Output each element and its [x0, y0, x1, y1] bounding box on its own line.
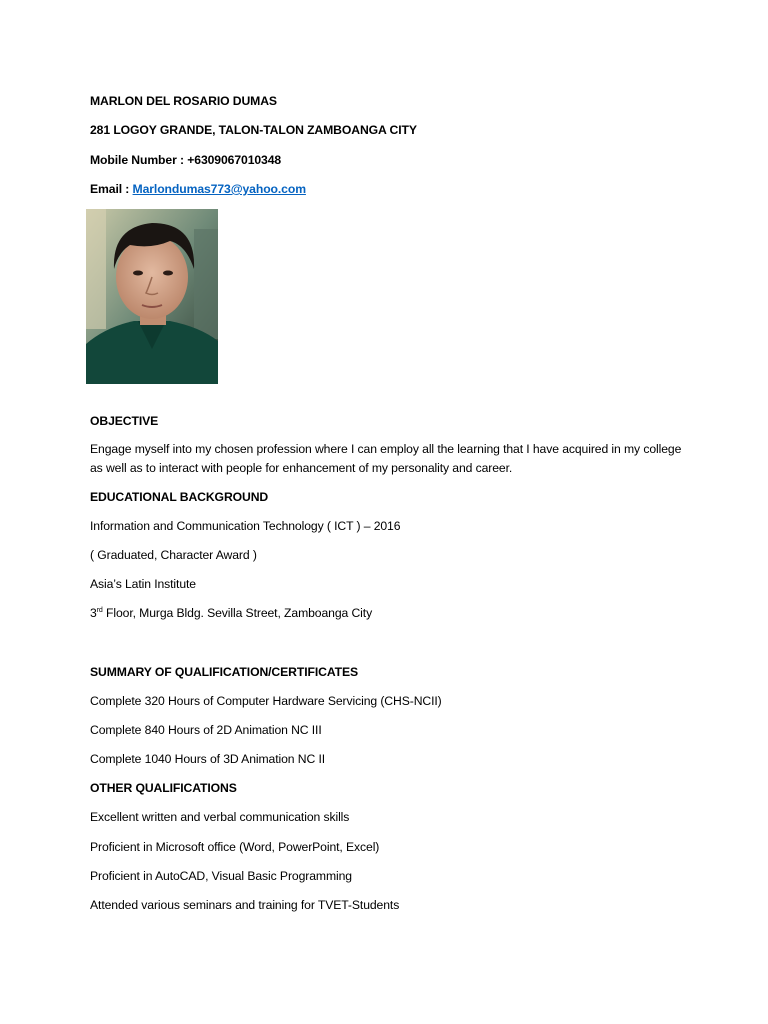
mobile-number: Mobile Number : +6309067010348 [90, 153, 282, 167]
education-course: Information and Communication Technology ( ICT ) – 2016 [90, 519, 401, 533]
other-qualification-item: Excellent written and verbal communication skills [90, 810, 350, 824]
school-address-rest: Floor, Murga Bldg. Sevilla Street, Zamboanga City [102, 606, 373, 620]
education-school: Asia’s Latin Institute [90, 577, 196, 591]
objective-text: Engage myself into my chosen profession where I can employ all the learning that I have acquired in my college as well as to interact with people for enhancement of my personality and career. [90, 442, 682, 475]
email-label: Email : [90, 182, 133, 196]
other-qualification-item: Proficient in AutoCAD, Visual Basic Programming [90, 869, 352, 883]
education-heading: EDUCATIONAL BACKGROUND [90, 490, 269, 504]
portrait-photo-icon [86, 209, 218, 384]
email-link[interactable]: Marlondumas773@yahoo.com [132, 182, 306, 196]
applicant-address: 281 LOGOY GRANDE, TALON-TALON ZAMBOANGA CITY [90, 123, 417, 137]
qualification-item: Complete 320 Hours of Computer Hardware Servicing (CHS-NCII) [90, 694, 442, 708]
portrait-photo [86, 209, 218, 384]
other-qualifications-heading: OTHER QUALIFICATIONS [90, 781, 237, 795]
applicant-name: MARLON DEL ROSARIO DUMAS [90, 94, 277, 108]
other-qualification-item: Proficient in Microsoft office (Word, PowerPoint, Excel) [90, 840, 380, 854]
floor-number: 3 [90, 606, 97, 620]
education-school-address [90, 605, 372, 621]
email-line [90, 181, 306, 197]
education-honors: ( Graduated, Character Award ) [90, 548, 257, 562]
floor-ordinal-suffix: rd [96, 606, 103, 614]
objective-heading: OBJECTIVE [90, 414, 159, 428]
qualifications-heading: SUMMARY OF QUALIFICATION/CERTIFICATES [90, 665, 359, 679]
qualification-item: Complete 840 Hours of 2D Animation NC III [90, 723, 322, 737]
other-qualification-item: Attended various seminars and training for TVET-Students [90, 898, 400, 912]
qualification-item: Complete 1040 Hours of 3D Animation NC II [90, 752, 326, 766]
